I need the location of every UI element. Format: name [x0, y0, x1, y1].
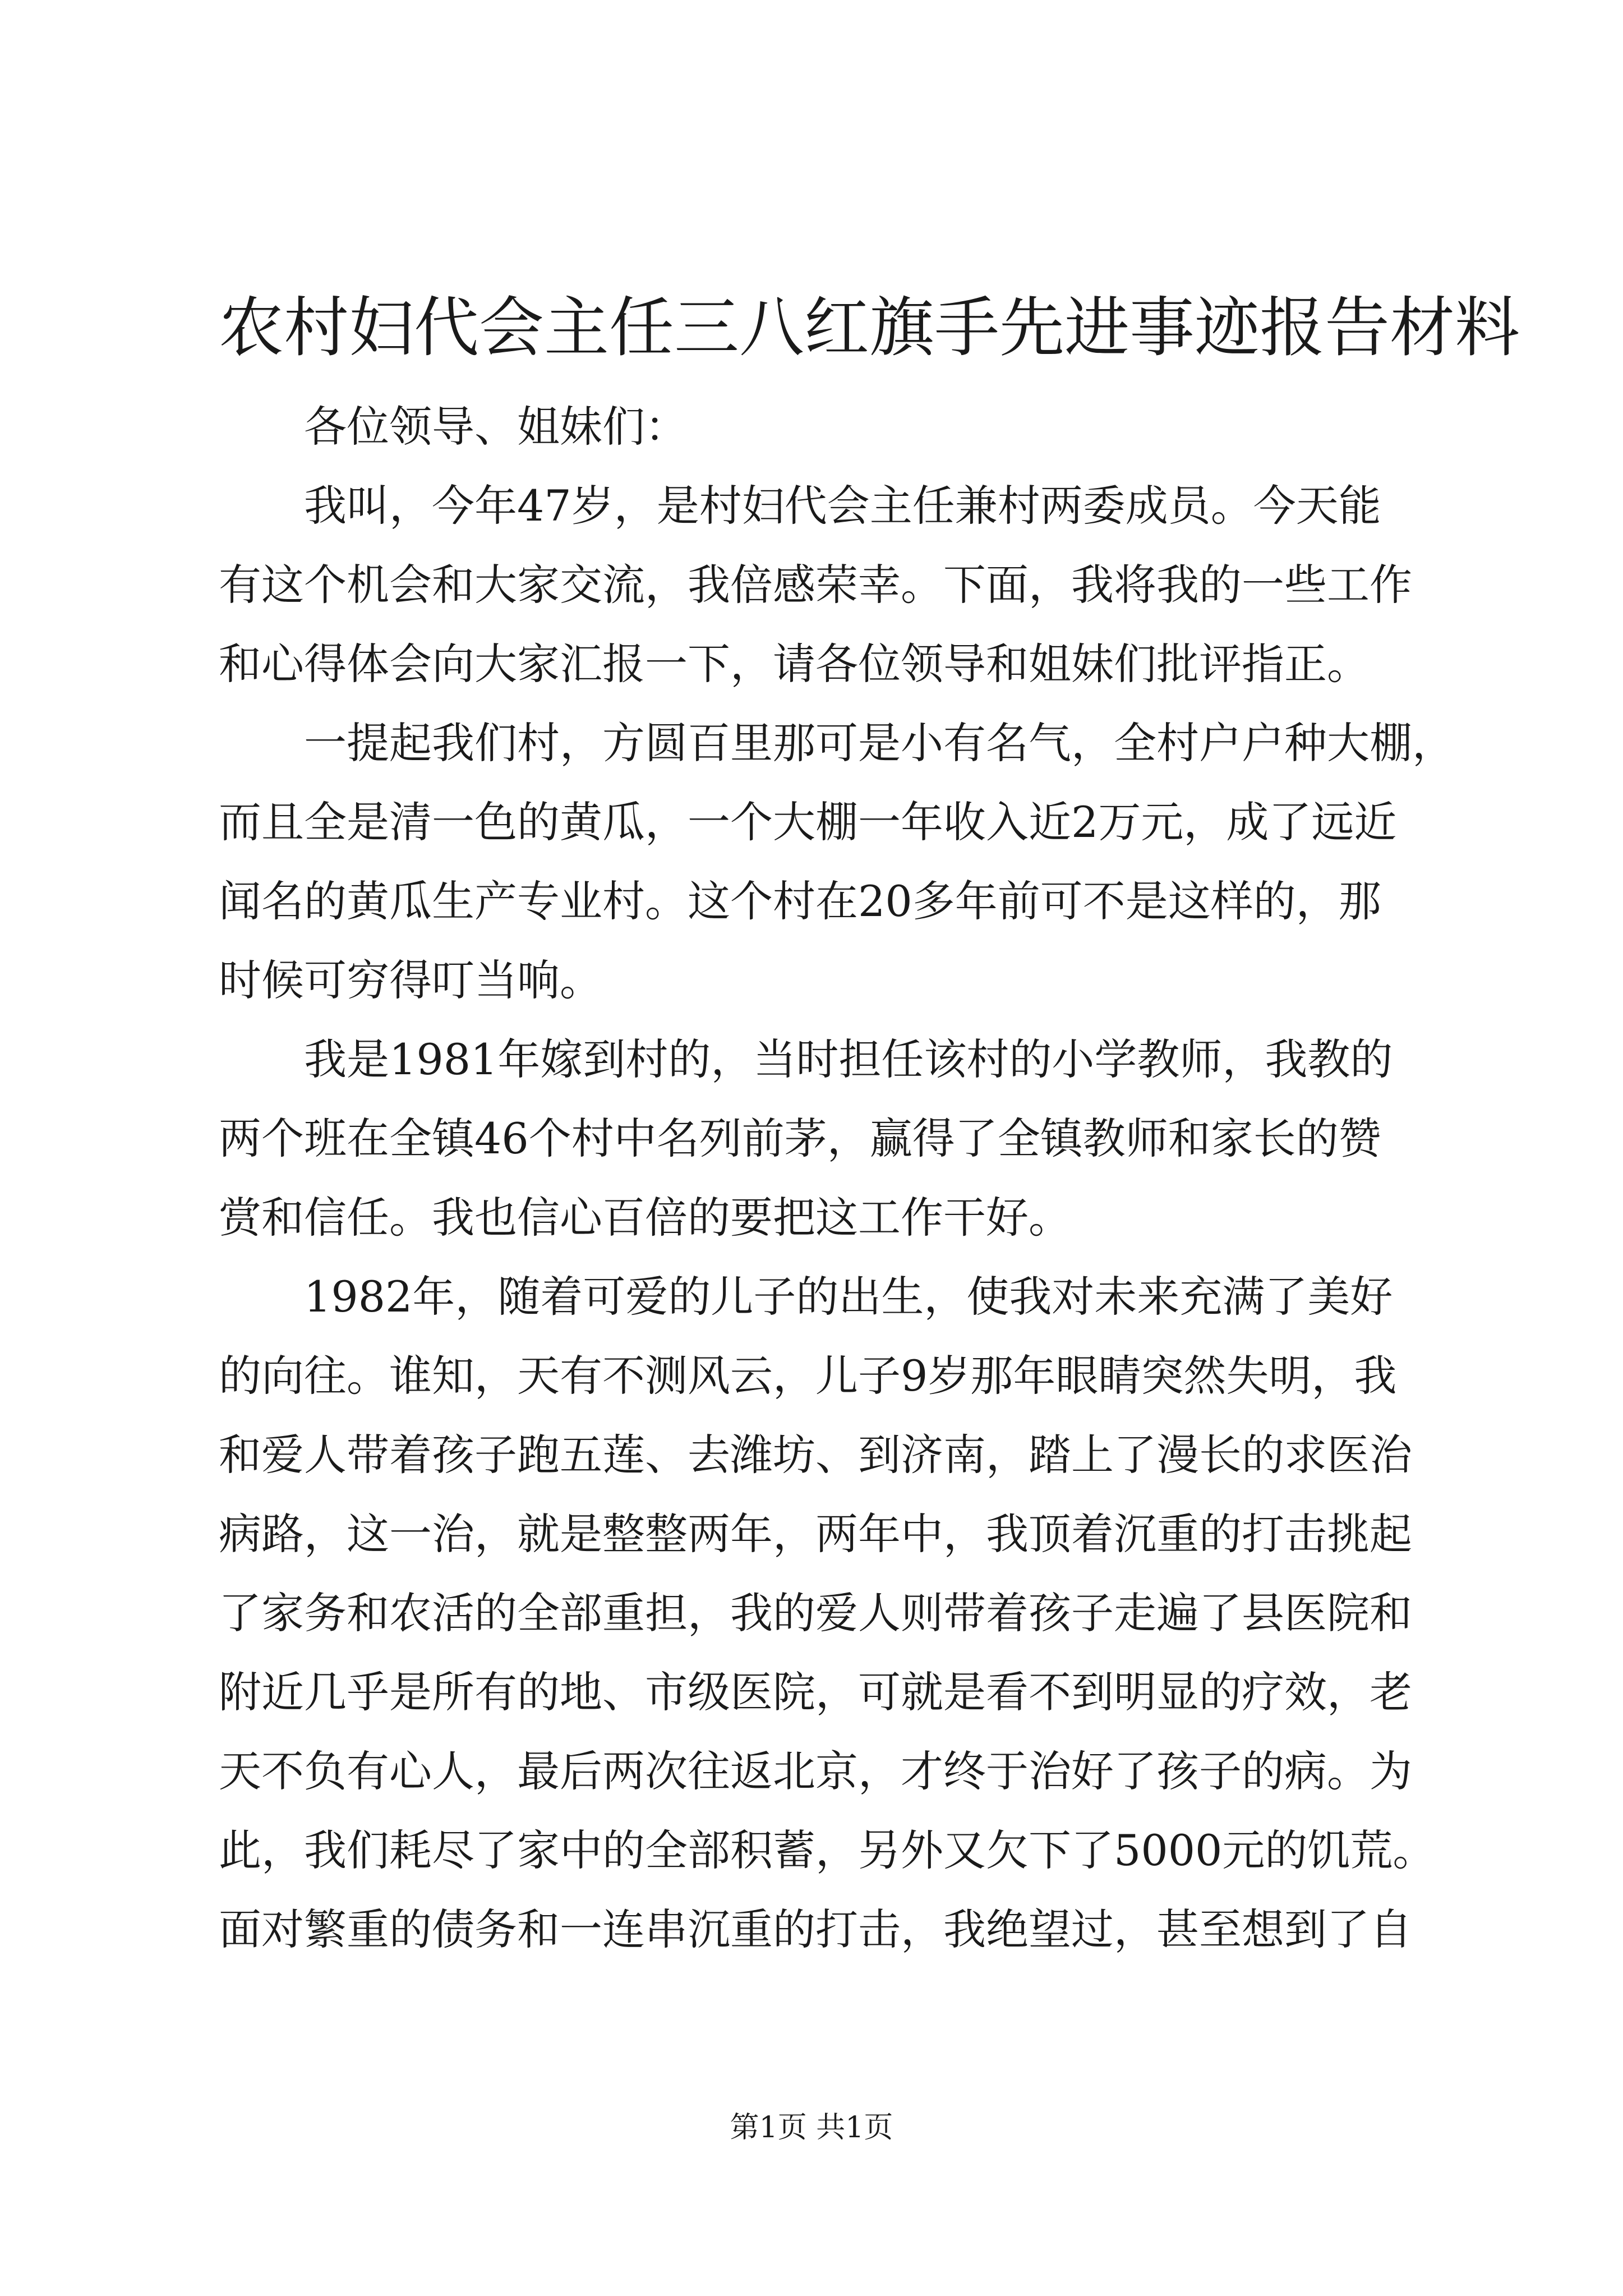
paragraph-line: 此，我们耗尽了家中的全部积蓄，另外又欠下了5000元的饥荒。 [219, 1825, 1436, 1875]
paragraph-line: 而且全是清一色的黄瓜，一个大棚一年收入近2万元，成了远近 [219, 797, 1397, 847]
paragraph-line: 和心得体会向大家汇报一下，请各位领导和姐妹们批评指正。 [219, 639, 1370, 689]
paragraph-line: 的向往。谁知，天有不测风云，儿子9岁那年眼睛突然失明，我 [219, 1351, 1397, 1401]
paragraph-line: 我是1981年嫁到村的，当时担任该村的小学教师，我教的 [304, 1034, 1393, 1084]
salutation-line: 各位领导、姐妹们： [304, 402, 688, 452]
paragraph-line: 有这个机会和大家交流，我倍感荣幸。下面，我将我的一些工作 [219, 560, 1412, 610]
paragraph-line: 附近几乎是所有的地、市级医院，可就是看不到明显的疗效，老 [219, 1667, 1412, 1717]
paragraph-line: 一提起我们村，方圆百里那可是小有名气，全村户户种大棚， [304, 718, 1455, 768]
paragraph-line: 面对繁重的债务和一连串沉重的打击，我绝望过，甚至想到了自 [219, 1904, 1412, 1954]
paragraph-line: 我叫，今年47岁，是村妇代会主任兼村两委成员。今天能 [304, 481, 1381, 531]
paragraph-line: 病路，这一治，就是整整两年，两年中，我顶着沉重的打击挑起 [219, 1509, 1412, 1559]
document-body [219, 387, 1455, 1969]
paragraph-line: 闻名的黄瓜生产专业村。这个村在20多年前可不是这样的，那 [219, 876, 1381, 926]
paragraph-line: 两个班在全镇46个村中名列前茅，赢得了全镇教师和家长的赞 [219, 1114, 1381, 1163]
page-footer: 第1页 共1页 [730, 2111, 893, 2145]
paragraph-line: 时候可穷得叮当响。 [219, 955, 602, 1005]
document-title: 农村妇代会主任三八红旗手先进事迹报告材料 [219, 290, 1520, 366]
paragraph-line: 和爱人带着孩子跑五莲、去潍坊、到济南，踏上了漫长的求医治 [219, 1430, 1412, 1480]
paragraph-line: 1982年，随着可爱的儿子的出生，使我对未来充满了美好 [304, 1272, 1393, 1322]
paragraph-line: 赏和信任。我也信心百倍的要把这工作干好。 [219, 1193, 1071, 1243]
paragraph-line: 天不负有心人，最后两次往返北京，才终于治好了孩子的病。为 [219, 1746, 1412, 1796]
paragraph-line: 了家务和农活的全部重担，我的爱人则带着孩子走遍了县医院和 [219, 1588, 1412, 1638]
